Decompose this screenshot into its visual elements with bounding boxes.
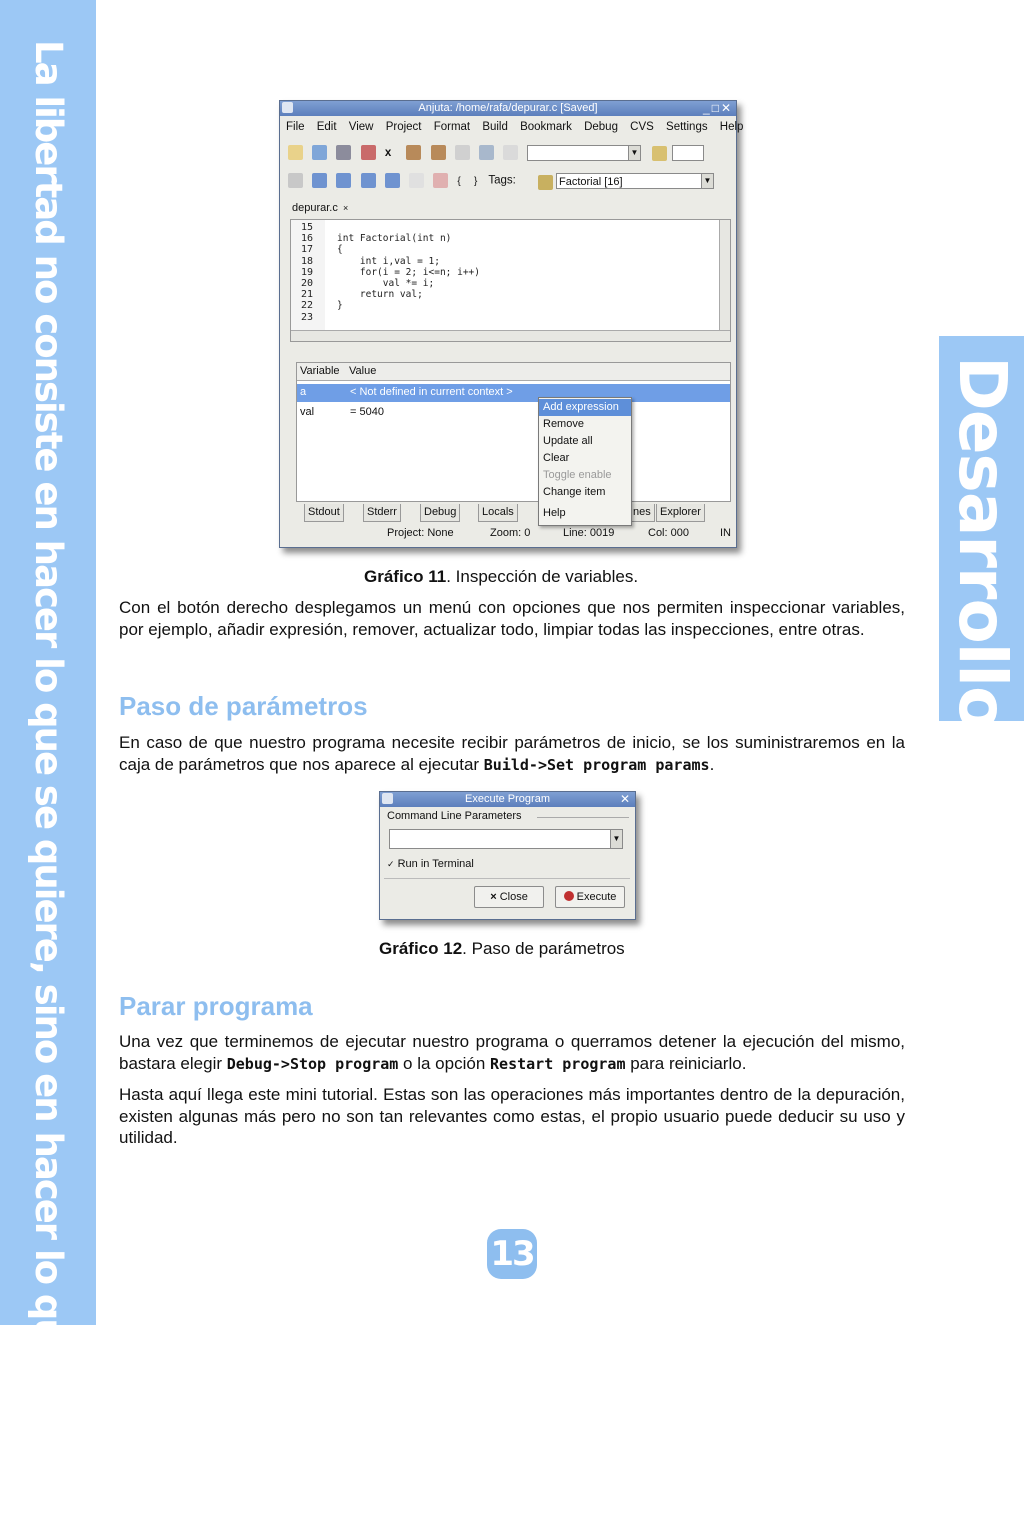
paragraph-2 <box>119 732 905 776</box>
anjuta-window-screenshot <box>279 100 744 548</box>
status-bar <box>280 525 736 543</box>
watch-variable: a <box>300 386 307 398</box>
watch-value: = 5040 <box>350 406 384 418</box>
menu-bookmark[interactable]: Bookmark <box>520 121 572 133</box>
anjuta-menubar <box>286 121 743 137</box>
back-icon[interactable] <box>336 173 351 188</box>
sidebar-quote: La libertad no consiste en hacer lo que se quiere, sino en hacer lo que se debe <box>27 40 70 1526</box>
dialog-divider <box>384 878 630 879</box>
menu-cvs[interactable]: CVS <box>630 121 654 133</box>
status-zoom: Zoom: 0 <box>490 527 531 539</box>
line-number: 15 <box>301 222 314 233</box>
undo-icon[interactable] <box>406 145 421 160</box>
section-heading-parar: Parar programa <box>119 991 313 1021</box>
app-icon <box>282 102 293 113</box>
execute-button-label: Execute <box>576 891 617 903</box>
tags-combo[interactable]: Factorial [16] <box>556 173 702 189</box>
run-in-terminal-checkbox[interactable] <box>387 858 474 870</box>
goto-icon[interactable] <box>652 146 667 161</box>
menu-format[interactable]: Format <box>433 121 471 133</box>
tags-label: Tags: <box>488 174 516 187</box>
window-controls-icon[interactable]: _□✕ <box>703 101 733 115</box>
paragraph-4: Hasta aquí llega este mini tutorial. Estas son las operaciones más importantes dentro de la depuración, existen algunas más pero no son tan relevantes como estas, el propio usuario puede deducir su uso y utilidad. <box>119 1085 905 1147</box>
execute-program-dialog-screenshot <box>379 791 636 920</box>
anjuta-window-title: Anjuta: /home/rafa/depurar.c [Saved] <box>418 102 598 114</box>
code-line: return val; <box>337 289 423 301</box>
tab-partial[interactable]: nes <box>630 504 655 522</box>
value-column-header[interactable]: Value <box>349 365 377 377</box>
watch-header <box>297 363 730 381</box>
tag-icon <box>538 175 553 190</box>
code-line: int Factorial(int n) <box>337 233 452 245</box>
code-line: int i,val = 1; <box>337 255 440 267</box>
find-icon[interactable] <box>503 145 518 160</box>
paragraph-3 <box>119 1031 905 1075</box>
parameters-input[interactable] <box>389 829 611 849</box>
file-tab[interactable] <box>292 202 348 214</box>
status-line: Line: 0019 <box>563 527 615 539</box>
status-mode: IN <box>720 527 731 539</box>
page-number: 13 <box>487 1229 537 1279</box>
code-line: for(i = 2; i<=n; i++) <box>337 266 480 278</box>
main-toolbar <box>288 145 524 167</box>
last-icon[interactable] <box>385 173 400 188</box>
menu-item-change-item[interactable]: Change item <box>543 486 606 498</box>
code-line: } <box>337 300 343 312</box>
figure-12-text: . Paso de parámetros <box>462 939 625 958</box>
first-icon[interactable] <box>312 173 327 188</box>
app-icon <box>382 793 393 804</box>
bookmark-toggle-icon[interactable] <box>433 173 448 188</box>
section-heading-parametros: Paso de parámetros <box>119 691 368 721</box>
menu-project[interactable]: Project <box>385 121 422 133</box>
watch-variable: val <box>300 406 315 418</box>
paragraph-3-text: Una vez que terminemos de ejecutar nuestro programa o querramos detener la ejecución del mismo, bastara elegir <box>119 1032 905 1073</box>
save-icon[interactable] <box>336 145 351 160</box>
editor-horizontal-scrollbar[interactable] <box>291 330 730 341</box>
brace-open-icon[interactable]: { <box>457 175 461 187</box>
menu-file[interactable]: File <box>286 121 305 133</box>
paragraph-1: Con el botón derecho desplegamos un menú con opciones que nos permiten inspeccionar variables, por ejemplo, añadir expresión, remover, actualizar todo, limpiar todas las inspecciones, entre otras. <box>119 598 905 639</box>
status-project: Project: None <box>387 527 454 539</box>
figure-12-label: Gráfico 12 <box>379 939 463 958</box>
menu-item-add-expression[interactable]: Add expression <box>539 399 631 416</box>
execute-icon <box>564 891 574 901</box>
close-button[interactable] <box>474 886 544 908</box>
menu-item-clear[interactable]: Clear <box>543 452 570 464</box>
menu-build[interactable]: Build <box>482 121 508 133</box>
list-icon[interactable] <box>288 173 303 188</box>
dialog-titlebar <box>380 792 635 807</box>
menu-settings[interactable]: Settings <box>666 121 708 133</box>
paragraph-2-end: . <box>709 754 715 774</box>
tab-explorer[interactable]: Explorer <box>656 504 705 522</box>
execute-button[interactable] <box>555 886 625 908</box>
menu-item-help[interactable]: Help <box>543 507 566 519</box>
tab-locals[interactable]: Locals <box>478 504 518 522</box>
watch-row[interactable] <box>297 384 730 402</box>
figure-12-caption <box>379 939 625 959</box>
line-number: 23 <box>301 311 314 323</box>
print-icon[interactable] <box>479 145 494 160</box>
left-sidebar-band <box>0 0 96 1526</box>
status-col: Col: 000 <box>648 527 689 539</box>
chevron-down-icon[interactable]: ▼ <box>701 173 714 189</box>
tab-stdout[interactable]: Stdout <box>304 504 344 522</box>
new-file-icon[interactable] <box>288 145 303 160</box>
code-line: val *= i; <box>337 278 435 289</box>
group-divider <box>537 817 629 818</box>
restart-program-code: Restart program <box>490 1054 626 1073</box>
paragraph-3-middle: o la opción <box>398 1053 491 1073</box>
menu-edit[interactable]: Edit <box>316 121 337 133</box>
close-file-icon[interactable]: x <box>384 146 392 159</box>
bookmark-icon[interactable] <box>409 173 424 188</box>
menu-item-remove[interactable]: Remove <box>543 418 584 430</box>
menu-item-update-all[interactable]: Update all <box>543 435 593 447</box>
redo-icon[interactable] <box>431 145 446 160</box>
tab-stderr[interactable]: Stderr <box>363 504 401 522</box>
right-section-band <box>939 336 1024 731</box>
run-in-terminal-label: Run in Terminal <box>397 858 474 870</box>
line-number: 20 <box>301 278 314 289</box>
watch-row[interactable] <box>297 404 730 422</box>
print-preview-icon[interactable] <box>455 145 470 160</box>
save-all-icon[interactable] <box>361 145 376 160</box>
tab-debug[interactable]: Debug <box>420 504 460 522</box>
context-menu <box>538 397 632 526</box>
line-number: 22 <box>301 300 314 312</box>
watch-value: < Not defined in current context > <box>350 386 513 398</box>
menu-help[interactable]: Help <box>719 121 744 133</box>
browser-toolbar <box>288 173 516 195</box>
open-file-icon[interactable] <box>312 145 327 160</box>
line-number: 18 <box>301 255 314 267</box>
stop-program-code: Debug->Stop program <box>226 1054 399 1073</box>
close-button-label: Close <box>499 891 528 903</box>
file-tab-label: depurar.c <box>292 202 338 214</box>
parameters-group-label: Command Line Parameters <box>387 810 522 822</box>
menu-view[interactable]: View <box>348 121 374 133</box>
menu-item-toggle-enable: Toggle enable <box>543 469 612 481</box>
paragraph-3-end: para reiniciarlo. <box>625 1053 747 1073</box>
code-editor[interactable] <box>290 219 731 342</box>
chevron-down-icon[interactable]: ▼ <box>610 829 623 849</box>
close-x-icon: × <box>490 891 497 903</box>
figure-11-label: Gráfico 11 <box>364 567 447 586</box>
brace-close-icon[interactable]: } <box>473 175 478 187</box>
line-number: 21 <box>301 289 314 301</box>
section-label: Desarrollo <box>944 356 1021 731</box>
line-number: 17 <box>301 244 314 256</box>
close-icon[interactable]: × <box>342 203 349 213</box>
chevron-down-icon[interactable]: ▼ <box>628 145 641 161</box>
watch-panel <box>296 362 731 502</box>
checkbox-check-icon[interactable]: ✓ <box>387 859 395 869</box>
dialog-title: Execute Program <box>465 793 550 805</box>
menu-path-code: Build->Set program params <box>483 755 710 774</box>
figure-11-text: . Inspección de variables. <box>446 567 639 586</box>
line-number: 16 <box>301 233 314 245</box>
code-line: { <box>337 244 343 256</box>
forward-icon[interactable] <box>361 173 376 188</box>
bottom-tabs <box>296 504 731 522</box>
goto-line-input[interactable] <box>672 145 704 161</box>
close-icon[interactable]: ✕ <box>619 792 632 806</box>
menu-debug[interactable]: Debug <box>584 121 618 133</box>
search-combo-input[interactable] <box>527 145 629 161</box>
figure-11-caption <box>364 567 638 587</box>
variable-column-header[interactable]: Variable <box>300 365 340 377</box>
anjuta-titlebar <box>280 101 736 116</box>
editor-vertical-scrollbar[interactable] <box>719 220 730 331</box>
line-number: 19 <box>301 266 314 278</box>
paragraph-2-text: En caso de que nuestro programa necesite recibir parámetros de inicio, se los suministraremos en la caja de parámetros que nos aparece al ejecutar <box>119 733 905 774</box>
